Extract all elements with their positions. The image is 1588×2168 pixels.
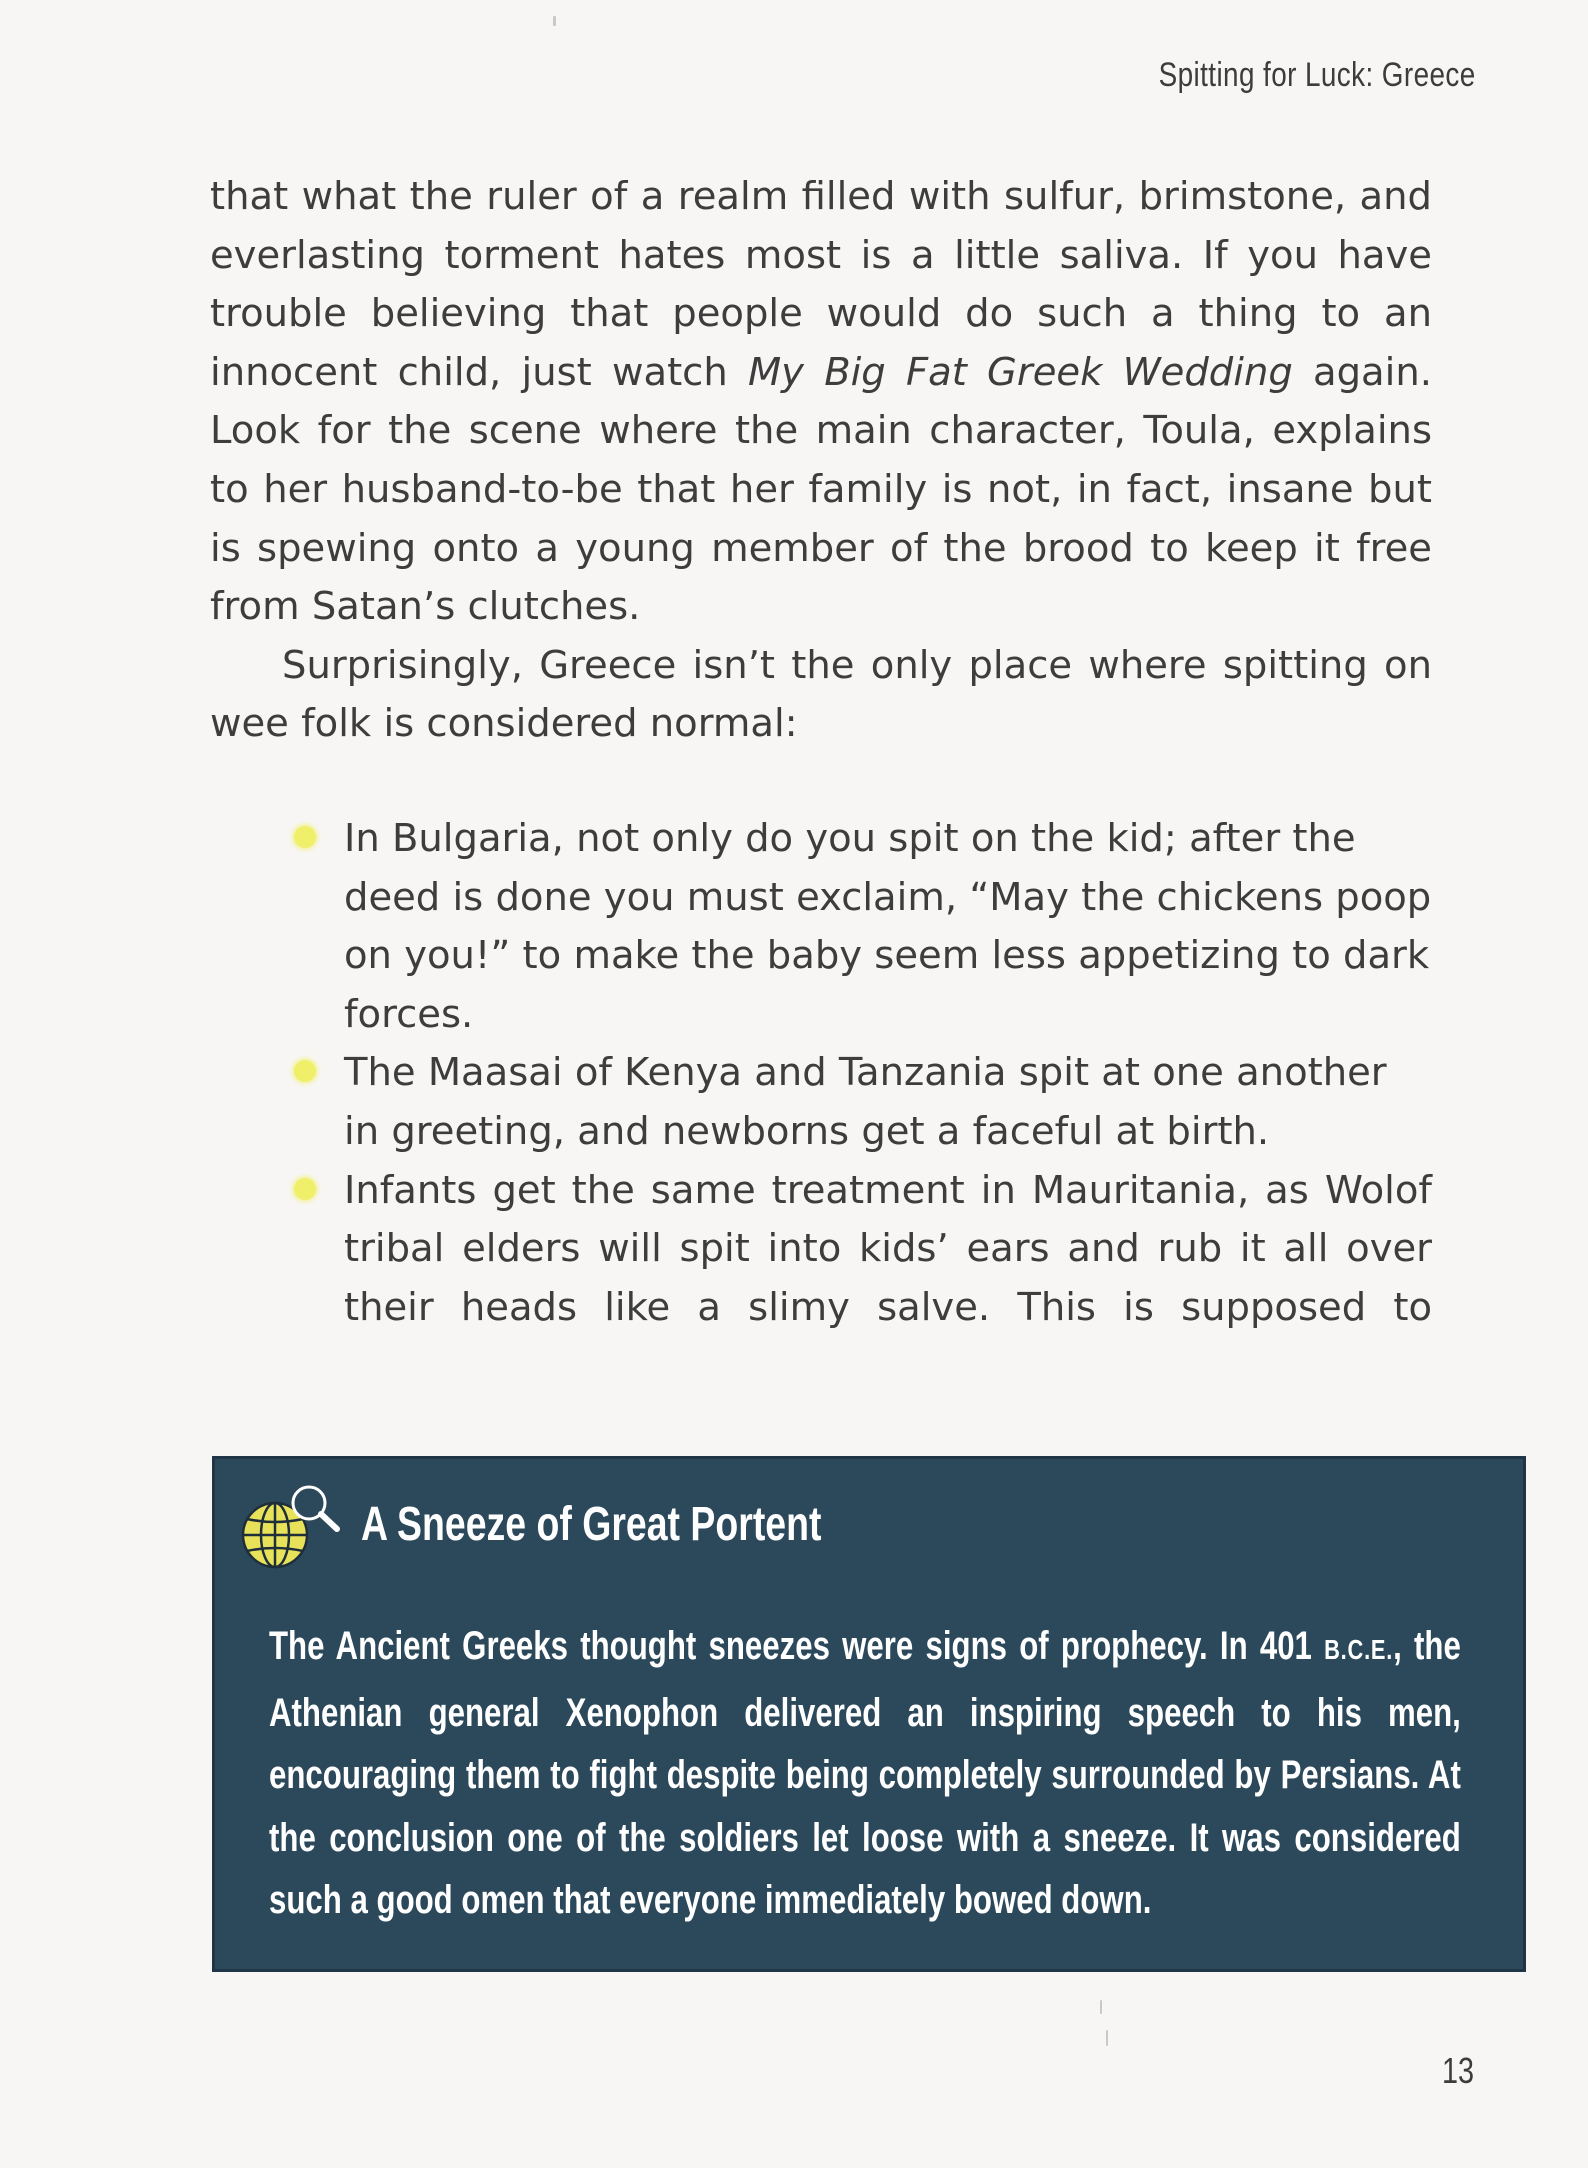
list-item-text: Infants get the same treatment in Mauritania, as Wolof tribal elders will spit into kids’ ears and rub it all over their heads like a slimy salve. This is supposed to [344,1167,1432,1330]
list-item [344,1162,1432,1338]
paragraph-text: that what the ruler of a realm filled with sulfur, brimstone, and everlasting torment hates most is a little saliva. If you have trouble believing that people would do such a thing to an innocent child, just watch [210,174,1432,395]
body-text [210,168,1432,1337]
bullet-dot-icon [294,826,316,848]
paragraph-intro: Surprisingly, Greece isn’t the only place where spitting on wee folk is considered normal: [210,642,1432,747]
film-title: My Big Fat Greek Wedding [747,349,1293,395]
scan-speck [1100,2000,1102,2014]
scan-speck [1106,2030,1108,2046]
sidebar-body [269,1615,1461,1932]
sidebar-text: The Ancient Greeks thought sneezes were signs of prophecy. In 401 [269,1624,1325,1668]
era-abbreviation: B.C.E. [1324,1634,1394,1665]
list-item [344,1044,1432,1161]
sidebar-text: , the Athenian general Xenophon delivered an inspiring speech to his men, encouraging them to fight despite being completely surrounded by Persians. At the conclusion one of the soldiers let loose with a sneeze. It was considered such a good omen that everyone immediately bowed down. [269,1624,1461,1922]
sidebar-box [212,1456,1526,1972]
list-item [344,810,1432,1044]
bullet-dot-icon [294,1060,316,1082]
list-item-text: In Bulgaria, not only do you spit on the kid; after the deed is done you must exclaim, “May the chickens poop on you!” to make the baby seem less appetizing to dark forces. [344,815,1432,1037]
scan-speck [553,16,556,26]
bullet-list [210,810,1432,1337]
page-number: 13 [1441,2050,1474,2091]
paragraph-text: again. Look for the scene where the main character, Toula, explains to her husband-to-be that her family is not, in fact, insane but is spewing onto a young member of the brood to keep it free from Satan’s clutches. [210,349,1432,630]
globe-magnifier-icon [233,1477,363,1577]
list-item-text: The Maasai of Kenya and Tanzania spit at one another in greeting, and newborns get a faceful at birth. [344,1050,1387,1154]
running-head: Spitting for Luck: Greece [1158,56,1476,94]
paragraph-continued [210,168,1432,637]
bullet-dot-icon [294,1178,316,1200]
sidebar-title: A Sneeze of Great Portent [361,1498,822,1551]
